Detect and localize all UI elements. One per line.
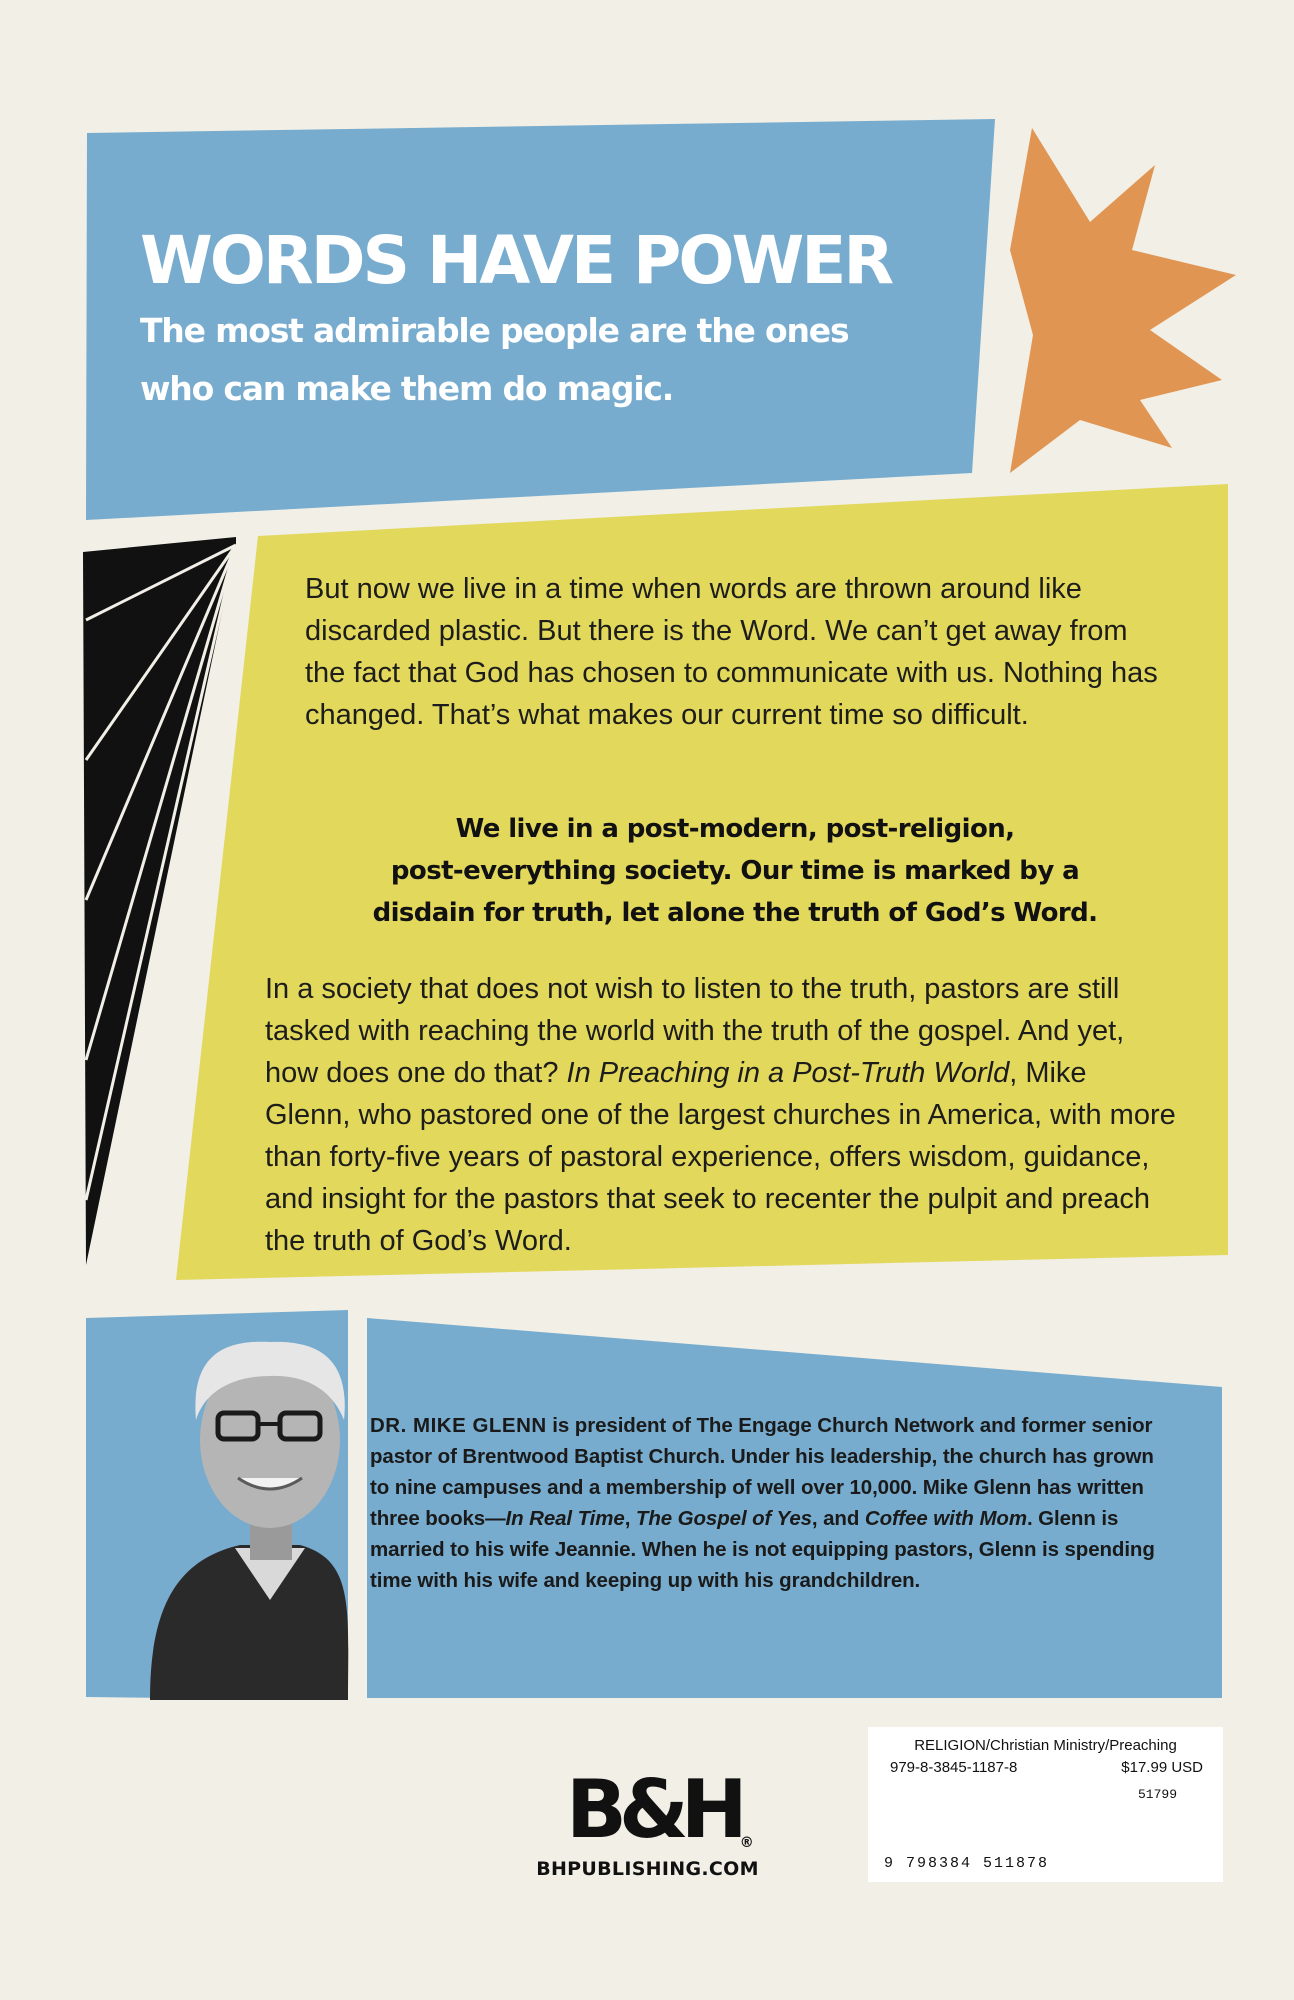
author-name: DR. MIKE GLENN (370, 1414, 547, 1437)
publisher-logo (566, 1763, 754, 1856)
subhead (140, 302, 1000, 418)
bio-text-a: is president of The Engage Church Network and former senior pastor of Brentwood Baptist Church. Under his leadership, the church has grown to nine campuses and a membership of well over 10,000. Mike Glenn has written three books— (370, 1414, 1154, 1530)
barcode-isbn: 979-8-3845-1187-8 (890, 1759, 1018, 1776)
para3-text-a: In a society that does not wish to listen to the truth, pastors are still tasked with reaching the world with the truth of the gospel. And yet, how does one do that? (265, 973, 1125, 1089)
subhead-line-2: who can make them do magic. (140, 369, 674, 408)
author-bio (370, 1410, 1170, 1596)
bio-sep-2: , and (811, 1507, 865, 1530)
barcode-category: RELIGION/Christian Ministry/Preaching (914, 1737, 1177, 1754)
subhead-line-1: The most admirable people are the ones (140, 311, 849, 350)
bio-text-b: . Glenn is married to his wife Jeannie. When he is not equipping pastors, Glenn is spending time with his wife and keeping up with his grandchildren. (370, 1507, 1155, 1592)
blurb-paragraph-1: But now we live in a time when words are thrown around like discarded plastic. But there is the Word. We can’t get away from the fact that God has chosen to communicate with us. Nothing has changed. That’s what makes our current time so difficult. (305, 573, 1158, 731)
para3-text-b: , Mike Glenn, who pastored one of the largest churches in America, with more than forty-five years of pastoral experience, offers wisdom, guidance, and insight for the pastors that seek to recenter the pulpit and preach the truth of God’s Word. (265, 1057, 1176, 1257)
book-gospel-of-yes: The Gospel of Yes (635, 1507, 812, 1530)
bio-sep-1: , (624, 1507, 636, 1530)
headline: WORDS HAVE POWER (140, 222, 892, 299)
book-in-real-time: In Real Time (505, 1507, 625, 1530)
book-coffee-with-mom: Coffee with Mom (864, 1507, 1027, 1530)
pull-quote-line-2: post-everything society. Our time is marked by a (390, 856, 1080, 886)
pull-quote-line-1: We live in a post-modern, post-religion, (455, 814, 1015, 844)
barcode-box (868, 1727, 1223, 1882)
barcode-digits: 9 798384 511878 (884, 1855, 1050, 1872)
barcode-addon: 51799 (1138, 1787, 1178, 1802)
book-title-italic: In Preaching in a Post-Truth World (566, 1057, 1010, 1089)
registered-mark: ® (739, 1835, 754, 1851)
barcode-price: $17.99 USD (1121, 1759, 1203, 1776)
pull-quote-line-3: disdain for truth, let alone the truth of God’s Word. (372, 898, 1098, 928)
publisher-url[interactable]: BHPUBLISHING.COM (536, 1858, 759, 1880)
publisher-logo-text: B&H (566, 1763, 740, 1856)
blurb-pull-quote (290, 808, 1180, 934)
blurb-paragraph-3 (265, 968, 1180, 1262)
orange-starburst (1010, 128, 1236, 473)
